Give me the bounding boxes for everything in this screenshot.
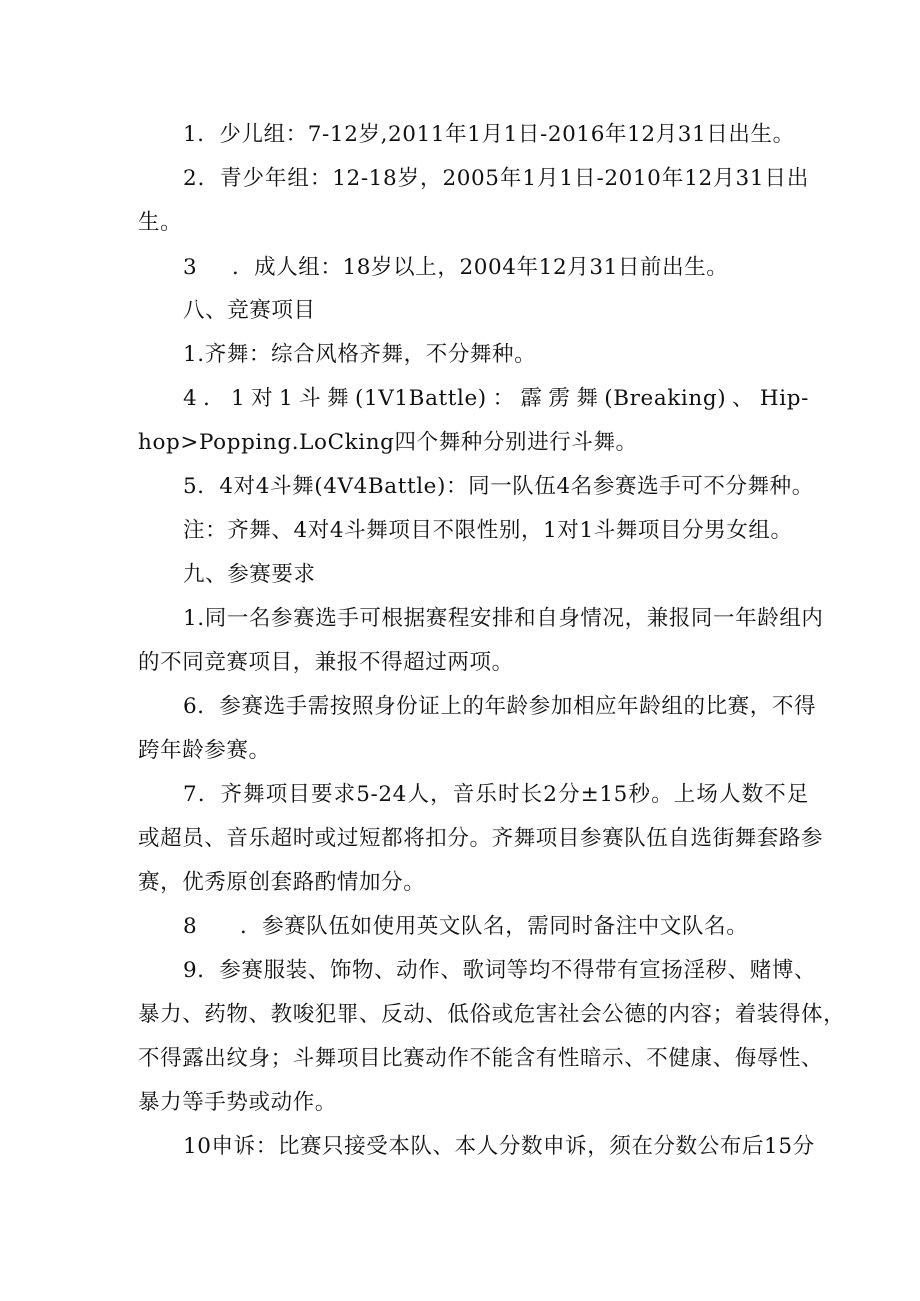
age-group-adult: ．成人组：18岁以上，2004年12月31日前出生。 (232, 255, 729, 280)
requirement-6-line2: 跨年龄参赛。 (138, 738, 271, 763)
requirement-1-line1: 1.同一名参赛选手可根据赛程安排和自身情况，兼报同一年龄组内 (183, 606, 824, 631)
event-1v1-line1: 4．1对1斗舞(1V1Battle)：霹雳舞(Breaking)、Hip- (183, 386, 809, 411)
requirement-7-line1: 7．齐舞项目要求5-24人，音乐时长2分±15秒。上场人数不足 (183, 782, 809, 807)
requirement-6-line1: 6．参赛选手需按照身份证上的年龄参加相应年龄组的比赛，不得 (183, 694, 817, 719)
requirement-9-line3: 不得露出纹身；斗舞项目比赛动作不能含有性暗示、不健康、侮辱性、 (138, 1046, 824, 1071)
age-group-teen-line2: 生。 (138, 210, 183, 235)
requirement-7-line2: 或超员、音乐超时或过短都将扣分。齐舞项目参赛队伍自选街舞套路参 (138, 826, 824, 851)
section-9-heading: 九、参赛要求 (183, 562, 316, 587)
age-group-teen-line1: 2．青少年组：12-18岁，2005年1月1日-2010年12月31日出 (183, 166, 809, 191)
event-group-dance: 1.齐舞：综合风格齐舞，不分舞种。 (183, 342, 537, 367)
requirement-8-number: 8 (183, 914, 198, 939)
event-1v1-line2: hop>Popping.LoCking四个舞种分别进行斗舞。 (138, 430, 638, 455)
event-4v4: 5．4对4斗舞(4V4Battle)：同一队伍4名参赛选手可不分舞种。 (183, 474, 814, 499)
requirement-9-line1: 9．参赛服装、饰物、动作、歌词等均不得带有宣扬淫秽、赌博、 (183, 958, 817, 983)
age-group-adult-number: 3 (183, 255, 198, 280)
requirement-1-line2: 的不同竞赛项目，兼报不得超过两项。 (138, 650, 514, 675)
requirement-9-line4: 暴力等手势或动作。 (138, 1090, 337, 1115)
requirement-8: ．参赛队伍如使用英文队名，需同时备注中文队名。 (240, 914, 749, 939)
age-group-children: 1．少儿组：7-12岁,2011年1月1日-2016年12月31日出生。 (183, 122, 795, 147)
requirement-7-line3: 赛，优秀原创套路酌情加分。 (138, 870, 426, 895)
section-8-heading: 八、竞赛项目 (183, 298, 316, 323)
requirement-10-line1: 10申诉：比赛只接受本队、本人分数申诉，须在分数公布后15分 (183, 1134, 815, 1159)
event-note: 注：齐舞、4对4斗舞项目不限性别，1对1斗舞项目分男女组。 (183, 518, 793, 543)
requirement-9-line2: 暴力、药物、教唆犯罪、反动、低俗或危害社会公德的内容；着装得体， (138, 1002, 846, 1027)
